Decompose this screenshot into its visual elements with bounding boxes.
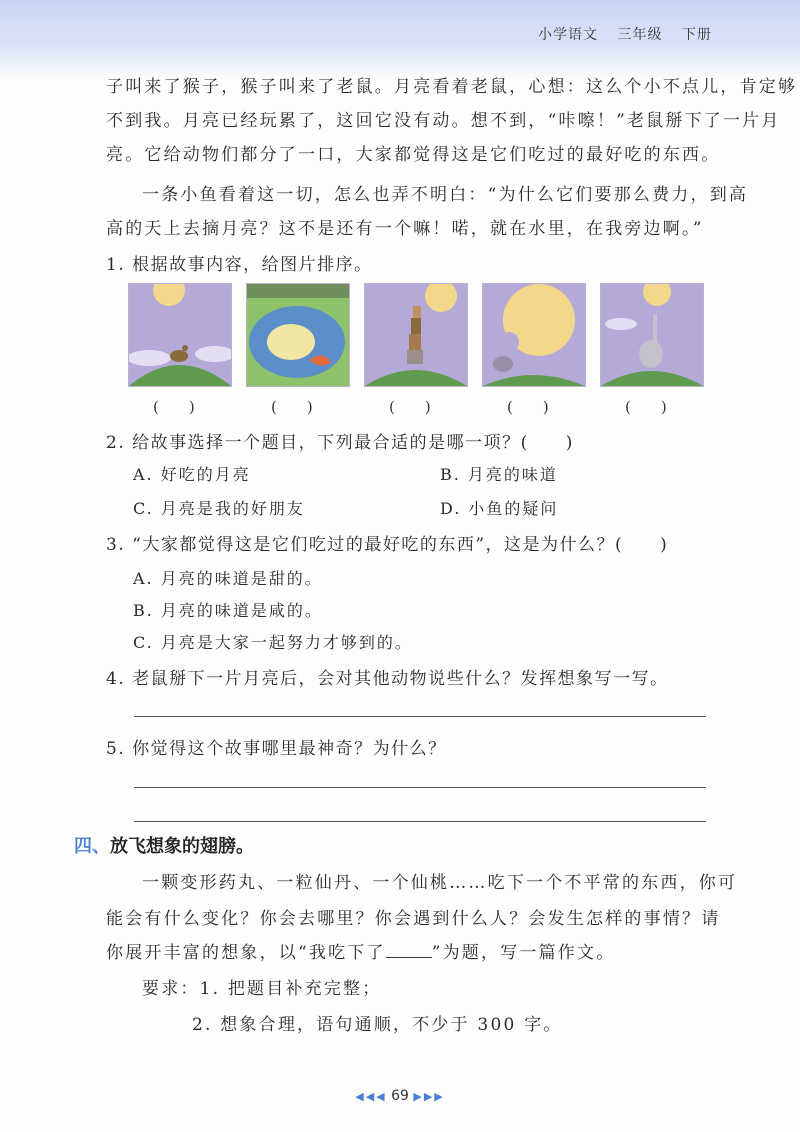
picture-turtle	[128, 283, 232, 387]
story-line-4: 一条小鱼看着这一切，怎么也弄不明白：“为什么它们要那么费力，到高	[142, 185, 749, 205]
q2-option-d[interactable]: D. 小鱼的疑问	[440, 499, 559, 518]
requirement-1: 要求：1. 把题目补充完整；	[142, 979, 382, 999]
q5-answer-line-1[interactable]	[134, 787, 706, 788]
q3-option-b[interactable]: B. 月亮的味道是咸的。	[133, 601, 323, 620]
header-volume: 下册	[681, 27, 712, 43]
question-4: 4. 老鼠掰下一片月亮后，会对其他动物说些什么？发挥想象写一写。	[106, 669, 669, 689]
q2-option-a[interactable]: A. 好吃的月亮	[133, 465, 251, 484]
section-title: 放飞想象的翅膀。	[110, 836, 254, 857]
section4-line-3	[106, 936, 706, 970]
q2-option-b[interactable]: B. 月亮的味道	[440, 465, 558, 484]
running-header	[538, 24, 726, 44]
section-number: 四、	[74, 836, 110, 857]
requirement-2: 2. 想象合理，语句通顺，不少于 300 字。	[192, 1015, 563, 1035]
title-blank[interactable]	[386, 943, 432, 958]
story-line-3: 亮。它给动物们都分了一口，大家都觉得这是它们吃过的最好吃的东西。	[106, 145, 721, 165]
section-4-heading	[74, 832, 254, 858]
section4-line-3-start: 你展开丰富的想象，以“我吃下了	[106, 943, 386, 963]
question-5: 5. 你觉得这个故事哪里最神奇？为什么？	[106, 739, 447, 759]
section4-line-1: 一颗变形药丸、一粒仙丹、一个仙桃……吃下一个不平常的东西，你可	[142, 873, 738, 893]
story-line-5: 高的天上去摘月亮？这不是还有一个嘛！喏，就在水里，在我旁边啊。”	[106, 219, 704, 239]
prev-arrows-icon: ◀◀◀	[355, 1090, 387, 1103]
order-blank-3[interactable]: ( )	[389, 398, 431, 416]
question-2: 2. 给故事选择一个题目，下列最合适的是哪一项？( )	[106, 433, 574, 453]
order-blank-5[interactable]: ( )	[625, 398, 667, 416]
next-arrows-icon: ▶▶▶	[413, 1090, 445, 1103]
order-blank-1[interactable]: ( )	[153, 398, 195, 416]
q4-answer-line[interactable]	[134, 716, 706, 717]
question-3: 3. “大家都觉得这是它们吃过的最好吃的东西”，这是为什么？( )	[106, 535, 669, 555]
picture-mouse-bites-moon	[482, 283, 586, 387]
page-number: 69	[391, 1088, 409, 1104]
section4-line-2: 能会有什么变化？你会去哪里？你会遇到什么人？会发生怎样的事情？请	[106, 909, 721, 929]
q3-option-c[interactable]: C. 月亮是大家一起努力才够到的。	[133, 633, 413, 652]
order-blank-4[interactable]: ( )	[507, 398, 549, 416]
q2-option-c[interactable]: C. 月亮是我的好朋友	[133, 499, 305, 518]
story-line-2: 不到我。月亮已经玩累了，这回它没有动。想不到，“咔嚓！”老鼠掰下了一片月	[106, 111, 781, 131]
q5-answer-line-2[interactable]	[134, 821, 706, 822]
picture-elephant	[600, 283, 704, 387]
header-grade: 三年级	[617, 27, 663, 43]
question-1: 1. 根据故事内容，给图片排序。	[106, 255, 373, 275]
section4-line-3-end: ”为题，写一篇作文。	[431, 943, 616, 963]
story-line-1: 子叫来了猴子，猴子叫来了老鼠。月亮看着老鼠，心想：这么个小不点儿，肯定够	[106, 77, 798, 97]
order-blank-2[interactable]: ( )	[271, 398, 313, 416]
q3-option-a[interactable]: A. 月亮的味道是甜的。	[133, 569, 323, 588]
picture-pond	[246, 283, 350, 387]
picture-animals-stacked	[364, 283, 468, 387]
page-footer	[0, 1088, 800, 1104]
header-subject: 小学语文	[538, 27, 598, 43]
